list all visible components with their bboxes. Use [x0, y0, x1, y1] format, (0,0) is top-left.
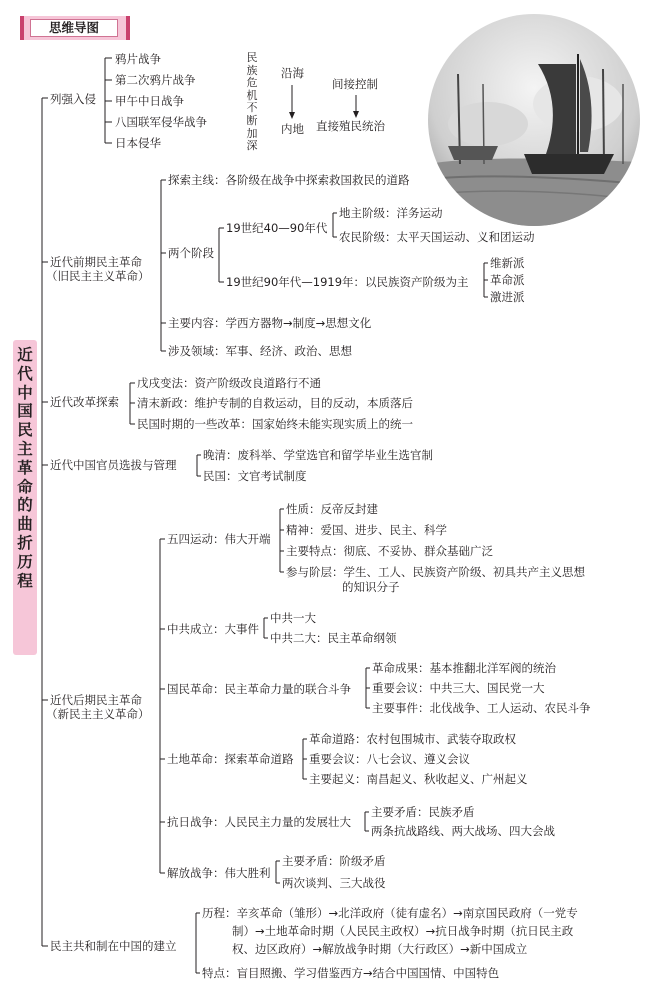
faction-item: 革命派 — [490, 273, 525, 287]
land-revolution-item: 主要起义：南昌起义、秋收起义、广州起义 — [309, 772, 528, 786]
national-revolution: 国民革命：民主革命力量的联合斗争 — [167, 682, 351, 696]
liberation-war: 解放战争：伟大胜利 — [167, 866, 271, 880]
national-revolution-item: 重要会议：中共三大、国民党一大 — [372, 681, 545, 695]
features-line: 特点：盲目照搬、学习借鉴西方→结合中国国情、中国特色 — [202, 966, 500, 980]
selection-item: 民国：文官考试制度 — [203, 469, 307, 483]
may-fourth-item: 精神：爱国、进步、民主、科学 — [286, 523, 447, 537]
history-line: 制）→土地革命时期（人民民主政权）→抗日战争时期（抗日民主政 — [232, 924, 574, 938]
national-revolution-item: 革命成果：基本推翻北洋军阀的统治 — [372, 661, 556, 675]
branch-late-democratic-revolution-sub: （新民主主义革命） — [46, 707, 150, 721]
fields-involved-item: 涉及领域：军事、经济、政治、思想 — [168, 344, 352, 358]
invasion-item: 日本侵华 — [115, 136, 161, 150]
liberation-item: 两次谈判、三大战役 — [282, 876, 386, 890]
national-crisis-deepening: 民族危机不断加深 — [246, 51, 258, 153]
stage-1890s-1919: 19世纪90年代—1919年：以民族资产阶级为主 — [226, 275, 469, 289]
root-node — [13, 340, 37, 655]
root-title: 近代中国民主革命的曲折历程 — [17, 346, 33, 590]
reform-item: 民国时期的一些改革：国家始终未能实现实质上的统一 — [137, 417, 413, 431]
ship-battle-illustration — [428, 14, 640, 226]
anti-japanese-war: 抗日战争：人民民主力量的发展壮大 — [167, 815, 351, 829]
landlord-class-item: 地主阶级：洋务运动 — [339, 206, 443, 220]
cpc-item: 中共一大 — [270, 611, 316, 625]
land-revolution-item: 重要会议：八七会议、遵义会议 — [309, 752, 470, 766]
faction-item: 维新派 — [490, 256, 525, 270]
may-fourth-item: 主要特点：彻底、不妥协、群众基础广泛 — [286, 544, 493, 558]
history-line: 权、边区政府）→解放战争时期（大行政区）→新中国成立 — [232, 942, 528, 956]
header-title: 思维导图 — [30, 19, 118, 37]
national-revolution-item: 主要事件：北伐战争、工人运动、农民斗争 — [372, 701, 591, 715]
inland-label: 内地 — [281, 122, 304, 136]
indirect-control-label: 间接控制 — [332, 77, 378, 91]
invasion-item: 鸦片战争 — [115, 52, 161, 66]
branch-official-selection: 近代中国官员选拔与管理 — [50, 458, 177, 472]
mind-map-header — [20, 16, 130, 40]
invasion-item: 第二次鸦片战争 — [115, 73, 196, 87]
anti-japanese-item: 主要矛盾：民族矛盾 — [371, 805, 475, 819]
history-line: 历程：辛亥革命（雏形）→北洋政府（徒有虚名）→南京国民政府（一党专 — [202, 906, 578, 920]
anti-japanese-item: 两条抗战路线、两大战场、四大会战 — [371, 824, 555, 838]
land-revolution: 土地革命：探索革命道路 — [167, 752, 294, 766]
two-stages-label: 两个阶段 — [168, 246, 214, 260]
direct-colonial-rule-label: 直接殖民统治 — [316, 119, 385, 133]
invasion-item: 甲午中日战争 — [115, 94, 184, 108]
branch-republic-establishment: 民主共和制在中国的建立 — [50, 939, 177, 953]
reform-item: 清末新政：维护专制的自救运动，目的反动，本质落后 — [137, 396, 413, 410]
coastal-label: 沿海 — [281, 66, 304, 80]
may-fourth-item-cont: 的知识分子 — [342, 580, 400, 594]
cpc-item: 中共二大：民主革命纲领 — [270, 631, 397, 645]
ship-battle-picture — [428, 14, 640, 226]
may-fourth-item: 性质：反帝反封建 — [286, 502, 378, 516]
land-revolution-item: 革命道路：农村包围城市、武装夺取政权 — [309, 732, 516, 746]
header-right-bar — [126, 16, 130, 40]
peasant-class-item: 农民阶级：太平天国运动、义和团运动 — [339, 230, 535, 244]
selection-item: 晚清：废科举、学堂选官和留学毕业生选官制 — [203, 448, 433, 462]
branch-modern-reform-exploration: 近代改革探索 — [50, 395, 119, 409]
liberation-item: 主要矛盾：阶级矛盾 — [282, 854, 386, 868]
may-fourth-item: 参与阶层：学生、工人、民族资产阶级、初具共产主义思想 — [286, 565, 585, 579]
may-fourth-movement: 五四运动：伟大开端 — [167, 532, 271, 546]
branch-foreign-invasion: 列强入侵 — [50, 92, 96, 106]
invasion-item: 八国联军侵华战争 — [115, 115, 207, 129]
branch-late-democratic-revolution: 近代后期民主革命 — [50, 693, 142, 707]
branch-early-democratic-revolution-sub: （旧民主主义革命） — [46, 269, 150, 283]
main-content-item: 主要内容：学西方器物→制度→思想文化 — [168, 316, 372, 330]
header-left-bar — [20, 16, 24, 40]
reform-item: 戊戌变法：资产阶级改良道路行不通 — [137, 376, 321, 390]
branch-early-democratic-revolution: 近代前期民主革命 — [50, 255, 142, 269]
stage-1840s-1890s: 19世纪40—90年代 — [226, 221, 328, 235]
faction-item: 激进派 — [490, 290, 525, 304]
exploration-main-line: 探索主线：各阶级在战争中探索救国救民的道路 — [168, 173, 410, 187]
cpc-founding: 中共成立：大事件 — [167, 622, 259, 636]
